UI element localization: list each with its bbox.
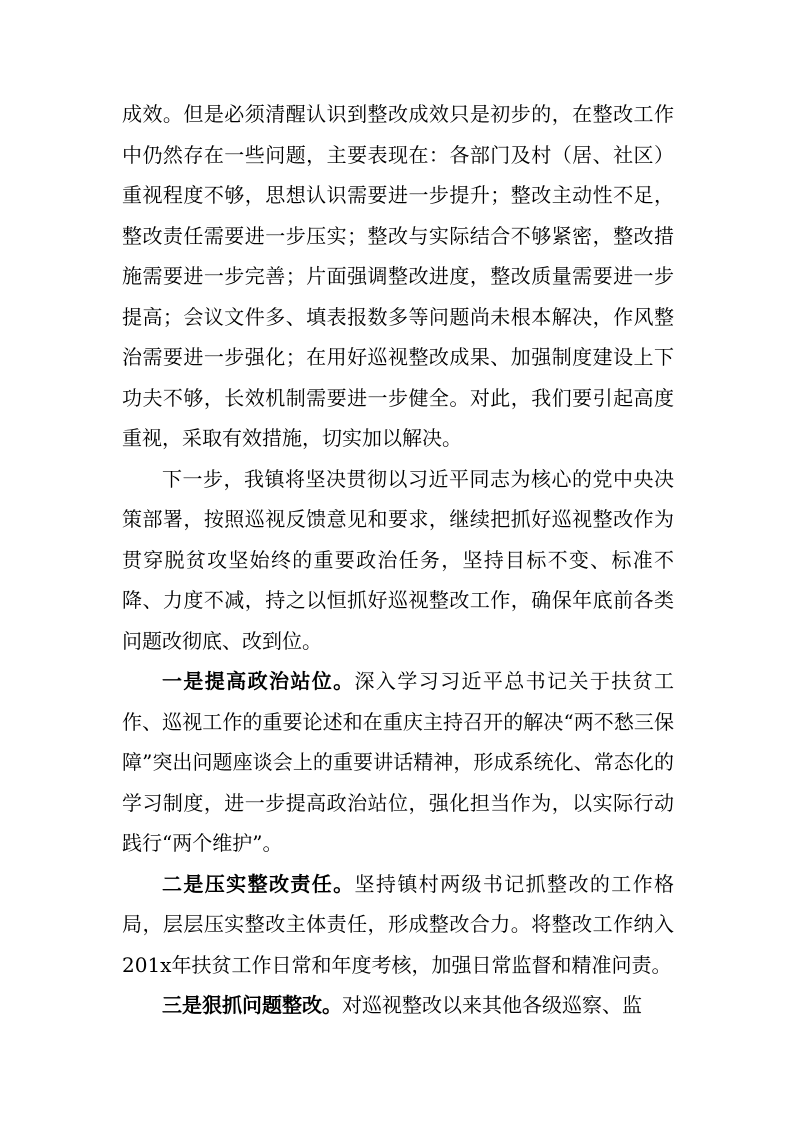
paragraph-3-lead: 一是提高政治站位。 (162, 669, 355, 693)
paragraph-4-lead: 二是压实整改责任。 (162, 871, 355, 896)
document-body (122, 94, 674, 1026)
paragraph-1 (122, 94, 674, 459)
paragraph-4-text: 坚持镇村两级书记抓整改的工作格局，层层压实整改主体责任，形成整改合力。将整改工作纳入201x年扶贫工作日常和年度考核，加强日常监督和精准问责。 (122, 871, 675, 977)
paragraph-4 (122, 864, 674, 986)
paragraph-2-text: 下一步，我镇将坚决贯彻以习近平同志为核心的党中央决策部署，按照巡视反馈意见和要求，继续把抓好巡视整改作为贯穿脱贫攻坚始终的重要政治任务，坚持目标不变、标准不降、力度不减，持之以恒抓好巡视整改工作，确保年底前各类问题改彻底、改到位。 (122, 466, 674, 653)
paragraph-5-text: 对巡视整改以来其他各级巡察、监 (342, 993, 642, 1017)
paragraph-2 (122, 459, 674, 662)
paragraph-5-lead: 三是狠抓问题整改。 (162, 993, 342, 1017)
paragraph-3 (122, 661, 674, 864)
paragraph-3-text: 深入学习习近平总书记关于扶贫工作、巡视工作的重要论述和在重庆主持召开的解决“两不愁三保障”突出问题座谈会上的重要讲话精神，形成系统化、常态化的学习制度，进一步提高政治站位，强化担当作为，以实际行动践行“两个维护”。 (122, 669, 675, 855)
paragraph-1-text: 成效。但是必须清醒认识到整改成效只是初步的，在整改工作中仍然存在一些问题，主要表现在：各部门及村（居、社区）重视程度不够，思想认识需要进一步提升；整改主动性不足，整改责任需要进一步压实；整改与实际结合不够紧密，整改措施需要进一步完善；片面强调整改进度，整改质量需要进一步提高；会议文件多、填表报数多等问题尚未根本解决，作风整治需要进一步强化；在用好巡视整改成果、加强制度建设上下功夫不够，长效机制需要进一步健全。对此，我们要引起高度重视，采取有效措施，切实加以解决。 (122, 102, 674, 450)
paragraph-5 (122, 985, 674, 1026)
